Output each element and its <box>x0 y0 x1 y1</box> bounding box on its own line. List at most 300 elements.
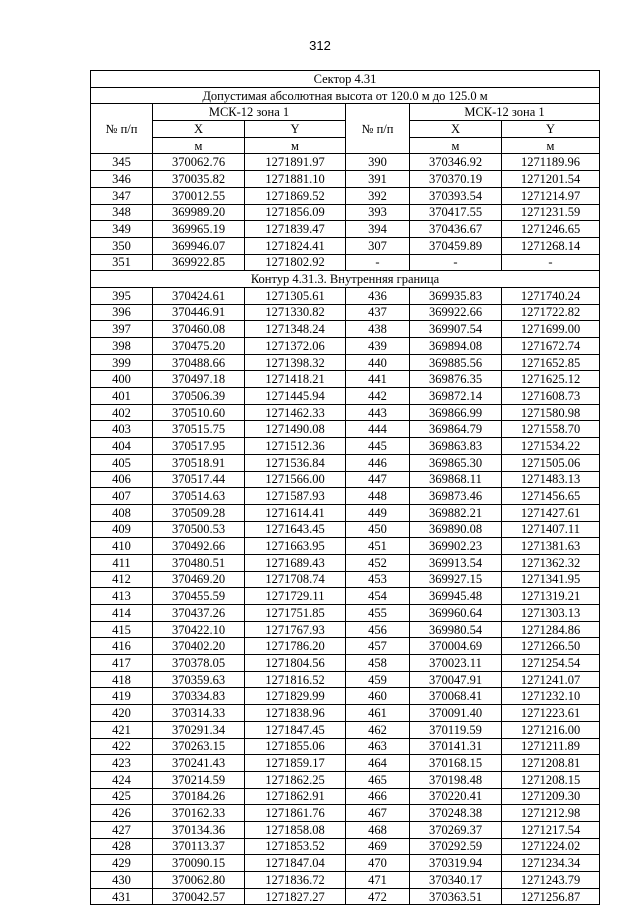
table-cell: 1271505.06 <box>502 454 600 471</box>
table-cell: 1271214.97 <box>502 187 600 204</box>
table-cell: 413 <box>91 588 153 605</box>
table-row <box>91 204 600 221</box>
table-cell: 1271672.74 <box>502 338 600 355</box>
table-cell: 1271689.43 <box>245 554 346 571</box>
table-cell: 395 <box>91 287 153 304</box>
table-cell: 418 <box>91 671 153 688</box>
table-cell: 369980.54 <box>410 621 502 638</box>
table-cell: 370062.80 <box>153 872 245 889</box>
table-cell: 370346.92 <box>410 154 502 171</box>
table-cell: 350 <box>91 237 153 254</box>
table-cell: 369907.54 <box>410 321 502 338</box>
table-cell: 427 <box>91 821 153 838</box>
table-cell: 399 <box>91 354 153 371</box>
table-cell: 370184.26 <box>153 788 245 805</box>
table-cell: 370340.17 <box>410 872 502 889</box>
contour-title: Контур 4.31.3. Внутренняя граница <box>91 271 600 288</box>
table-row <box>91 488 600 505</box>
table-cell: 406 <box>91 471 153 488</box>
table-cell: 1271652.85 <box>502 354 600 371</box>
table-cell: 1271208.15 <box>502 771 600 788</box>
table-cell: 370422.10 <box>153 621 245 638</box>
table-cell: 391 <box>346 171 410 188</box>
table-cell: 370436.67 <box>410 221 502 238</box>
table-cell: 1271608.73 <box>502 388 600 405</box>
table-cell: 1271211.89 <box>502 738 600 755</box>
table-cell: 1271614.41 <box>245 504 346 521</box>
table-cell: 370363.51 <box>410 888 502 905</box>
table-row <box>91 538 600 555</box>
table-cell: 369989.20 <box>153 204 245 221</box>
table-row <box>91 771 600 788</box>
table-row <box>91 821 600 838</box>
table-row <box>91 237 600 254</box>
table-cell: 369902.23 <box>410 538 502 555</box>
table-cell: 461 <box>346 705 410 722</box>
table-cell: 369873.46 <box>410 488 502 505</box>
table-cell: 370370.19 <box>410 171 502 188</box>
table-cell: 369876.35 <box>410 371 502 388</box>
table-cell: 1271838.96 <box>245 705 346 722</box>
table-row <box>91 621 600 638</box>
table-cell: 424 <box>91 771 153 788</box>
x-header-left: X <box>153 121 245 138</box>
table-cell: 369890.08 <box>410 521 502 538</box>
table-cell: 1271824.41 <box>245 237 346 254</box>
table-cell: 403 <box>91 421 153 438</box>
x-unit-right: м <box>410 137 502 154</box>
table-cell: 440 <box>346 354 410 371</box>
table-cell: 370090.15 <box>153 855 245 872</box>
table-cell: 1271212.98 <box>502 805 600 822</box>
table-cell: 1271881.10 <box>245 171 346 188</box>
table-cell: 370241.43 <box>153 755 245 772</box>
table-cell: 369927.15 <box>410 571 502 588</box>
table-cell: 1271580.98 <box>502 404 600 421</box>
table-cell: 370220.41 <box>410 788 502 805</box>
table-cell: 1271381.63 <box>502 538 600 555</box>
table-row <box>91 438 600 455</box>
table-cell: 369882.21 <box>410 504 502 521</box>
table-cell: - <box>502 254 600 271</box>
zone-header-right: МСК-12 зона 1 <box>410 104 600 121</box>
table-cell: 431 <box>91 888 153 905</box>
table-row <box>91 571 600 588</box>
table-cell: 369863.83 <box>410 438 502 455</box>
table-cell: 1271804.56 <box>245 655 346 672</box>
table-cell: 390 <box>346 154 410 171</box>
table-cell: 370214.59 <box>153 771 245 788</box>
table-cell: 370488.66 <box>153 354 245 371</box>
header-row-units <box>91 137 600 154</box>
table-cell: 469 <box>346 838 410 855</box>
table-cell: 1271861.76 <box>245 805 346 822</box>
table-cell: 438 <box>346 321 410 338</box>
table-cell: 420 <box>91 705 153 722</box>
table-cell: 370359.63 <box>153 671 245 688</box>
table-cell: 437 <box>346 304 410 321</box>
row-num-header-right: № п/п <box>346 104 410 154</box>
table-cell: 448 <box>346 488 410 505</box>
table-cell: 1271891.97 <box>245 154 346 171</box>
table-cell: 1271856.09 <box>245 204 346 221</box>
table-cell: 349 <box>91 221 153 238</box>
table-cell: 1271490.08 <box>245 421 346 438</box>
table-cell: 370042.57 <box>153 888 245 905</box>
table-row <box>91 888 600 905</box>
table-cell: 436 <box>346 287 410 304</box>
table-cell: 369965.19 <box>153 221 245 238</box>
table-cell: 405 <box>91 454 153 471</box>
table-cell: 1271284.86 <box>502 621 600 638</box>
table-cell: 1271456.65 <box>502 488 600 505</box>
table-row <box>91 738 600 755</box>
sector-title: Сектор 4.31 <box>91 71 600 88</box>
y-unit-left: м <box>245 137 346 154</box>
table-cell: 463 <box>346 738 410 755</box>
table-cell: 408 <box>91 504 153 521</box>
table-cell: 1271512.36 <box>245 438 346 455</box>
table-cell: 422 <box>91 738 153 755</box>
table-row <box>91 254 600 271</box>
table-cell: 370141.31 <box>410 738 502 755</box>
table-cell: 1271305.61 <box>245 287 346 304</box>
table-row <box>91 588 600 605</box>
table-row <box>91 755 600 772</box>
table-row <box>91 504 600 521</box>
table-cell: 1271839.47 <box>245 221 346 238</box>
table-cell: 1271858.08 <box>245 821 346 838</box>
table-cell: 429 <box>91 855 153 872</box>
table-cell: 369922.66 <box>410 304 502 321</box>
table-cell: 370263.15 <box>153 738 245 755</box>
table-cell: 416 <box>91 638 153 655</box>
table-cell: 370460.08 <box>153 321 245 338</box>
table-cell: 370393.54 <box>410 187 502 204</box>
table-cell: 369872.14 <box>410 388 502 405</box>
table-cell: 449 <box>346 504 410 521</box>
table-cell: - <box>410 254 502 271</box>
table-cell: 450 <box>346 521 410 538</box>
table-cell: 370068.41 <box>410 688 502 705</box>
table-cell: 370506.39 <box>153 388 245 405</box>
table-cell: 466 <box>346 788 410 805</box>
table-cell: 428 <box>91 838 153 855</box>
table-cell: 369946.07 <box>153 237 245 254</box>
table-cell: 414 <box>91 605 153 622</box>
table-cell: 1271268.14 <box>502 237 600 254</box>
y-header-left: Y <box>245 121 346 138</box>
table-cell: 1271407.11 <box>502 521 600 538</box>
table-cell: 370269.37 <box>410 821 502 838</box>
table-cell: 454 <box>346 588 410 605</box>
table-cell: 415 <box>91 621 153 638</box>
table-cell: 370291.34 <box>153 721 245 738</box>
table-cell: 1271256.87 <box>502 888 600 905</box>
table-row <box>91 688 600 705</box>
table-cell: 370446.91 <box>153 304 245 321</box>
table-row <box>91 788 600 805</box>
table-cell: 468 <box>346 821 410 838</box>
table-cell: 370510.60 <box>153 404 245 421</box>
table-cell: 411 <box>91 554 153 571</box>
contour-title-row <box>91 271 600 288</box>
table-cell: 351 <box>91 254 153 271</box>
table-cell: 1271558.70 <box>502 421 600 438</box>
table-cell: 369894.08 <box>410 338 502 355</box>
table-row <box>91 154 600 171</box>
table-cell: 1271643.45 <box>245 521 346 538</box>
table-cell: 447 <box>346 471 410 488</box>
row-num-header-left: № п/п <box>91 104 153 154</box>
table-cell: 398 <box>91 338 153 355</box>
table-cell: 369945.48 <box>410 588 502 605</box>
table-cell: 1271224.02 <box>502 838 600 855</box>
table-cell: 1271862.91 <box>245 788 346 805</box>
table-row <box>91 521 600 538</box>
table-cell: 401 <box>91 388 153 405</box>
table-cell: 1271234.34 <box>502 855 600 872</box>
table-cell: 370455.59 <box>153 588 245 605</box>
table-cell: 370023.11 <box>410 655 502 672</box>
table-cell: 370162.33 <box>153 805 245 822</box>
height-title: Допустимая абсолютная высота от 120.0 м до 125.0 м <box>91 87 600 104</box>
table-cell: 1271217.54 <box>502 821 600 838</box>
header-row-axes <box>91 121 600 138</box>
table-cell: 1271303.13 <box>502 605 600 622</box>
y-unit-right: м <box>502 137 600 154</box>
table-cell: 1271859.17 <box>245 755 346 772</box>
table-cell: 394 <box>346 221 410 238</box>
table-row <box>91 321 600 338</box>
table-row <box>91 388 600 405</box>
table-cell: 369866.99 <box>410 404 502 421</box>
table-cell: 1271767.93 <box>245 621 346 638</box>
table-cell: 369960.64 <box>410 605 502 622</box>
x-unit-left: м <box>153 137 245 154</box>
table-cell: 369868.11 <box>410 471 502 488</box>
table-cell: 1271362.32 <box>502 554 600 571</box>
table-cell: 1271699.00 <box>502 321 600 338</box>
table-cell: 1271319.21 <box>502 588 600 605</box>
table-cell: 402 <box>91 404 153 421</box>
table-row <box>91 605 600 622</box>
table-cell: 1271427.61 <box>502 504 600 521</box>
table-cell: 1271208.81 <box>502 755 600 772</box>
table-cell: 459 <box>346 671 410 688</box>
table-cell: 370292.59 <box>410 838 502 855</box>
table-cell: 1271587.93 <box>245 488 346 505</box>
table-cell: 1271254.54 <box>502 655 600 672</box>
table-cell: 467 <box>346 805 410 822</box>
table-cell: 392 <box>346 187 410 204</box>
table-row <box>91 721 600 738</box>
table-cell: 1271246.65 <box>502 221 600 238</box>
table-row <box>91 171 600 188</box>
table-cell: 444 <box>346 421 410 438</box>
table-cell: 456 <box>346 621 410 638</box>
table-cell: 430 <box>91 872 153 889</box>
table-cell: 370402.20 <box>153 638 245 655</box>
table-cell: 407 <box>91 488 153 505</box>
table-cell: 370518.91 <box>153 454 245 471</box>
table-cell: 417 <box>91 655 153 672</box>
table-cell: 453 <box>346 571 410 588</box>
coordinates-table <box>90 70 600 905</box>
table-cell: 1271216.00 <box>502 721 600 738</box>
table-cell: - <box>346 254 410 271</box>
table-cell: 1271445.94 <box>245 388 346 405</box>
table-cell: 1271869.52 <box>245 187 346 204</box>
table-cell: 1271816.52 <box>245 671 346 688</box>
height-title-row <box>91 87 600 104</box>
table-cell: 455 <box>346 605 410 622</box>
table-cell: 370134.36 <box>153 821 245 838</box>
table-cell: 1271231.59 <box>502 204 600 221</box>
table-cell: 1271847.45 <box>245 721 346 738</box>
table-cell: 1271223.61 <box>502 705 600 722</box>
table-row <box>91 304 600 321</box>
table-cell: 446 <box>346 454 410 471</box>
table-cell: 370517.44 <box>153 471 245 488</box>
table-cell: 1271740.24 <box>502 287 600 304</box>
table-cell: 370417.55 <box>410 204 502 221</box>
table-cell: 472 <box>346 888 410 905</box>
table-cell: 1271855.06 <box>245 738 346 755</box>
table-row <box>91 655 600 672</box>
table-cell: 462 <box>346 721 410 738</box>
table-cell: 1271827.27 <box>245 888 346 905</box>
table-cell: 442 <box>346 388 410 405</box>
table-row <box>91 187 600 204</box>
table-cell: 1271189.96 <box>502 154 600 171</box>
table-cell: 1271209.30 <box>502 788 600 805</box>
table-cell: 348 <box>91 204 153 221</box>
table-cell: 458 <box>346 655 410 672</box>
table-cell: 439 <box>346 338 410 355</box>
x-header-right: X <box>410 121 502 138</box>
table-cell: 1271241.07 <box>502 671 600 688</box>
table-cell: 369935.83 <box>410 287 502 304</box>
table-cell: 369913.54 <box>410 554 502 571</box>
table-row <box>91 638 600 655</box>
table-cell: 1271243.79 <box>502 872 600 889</box>
table-cell: 421 <box>91 721 153 738</box>
table-cell: 1271847.04 <box>245 855 346 872</box>
table-cell: 423 <box>91 755 153 772</box>
table-cell: 370314.33 <box>153 705 245 722</box>
table-cell: 370492.66 <box>153 538 245 555</box>
table-cell: 370062.76 <box>153 154 245 171</box>
table-cell: 370319.94 <box>410 855 502 872</box>
table-cell: 1271625.12 <box>502 371 600 388</box>
table-cell: 465 <box>346 771 410 788</box>
table-cell: 370004.69 <box>410 638 502 655</box>
table-cell: 451 <box>346 538 410 555</box>
table-cell: 1271853.52 <box>245 838 346 855</box>
table-cell: 370047.91 <box>410 671 502 688</box>
table-cell: 370469.20 <box>153 571 245 588</box>
table-cell: 1271330.82 <box>245 304 346 321</box>
table-cell: 1271802.92 <box>245 254 346 271</box>
table-cell: 1271201.54 <box>502 171 600 188</box>
table-cell: 347 <box>91 187 153 204</box>
table-row <box>91 338 600 355</box>
table-cell: 370334.83 <box>153 688 245 705</box>
table-cell: 1271729.11 <box>245 588 346 605</box>
table-cell: 370517.95 <box>153 438 245 455</box>
table-cell: 412 <box>91 571 153 588</box>
table-cell: 370113.37 <box>153 838 245 855</box>
table-row <box>91 354 600 371</box>
table-cell: 1271829.99 <box>245 688 346 705</box>
table-cell: 1271372.06 <box>245 338 346 355</box>
table-row <box>91 671 600 688</box>
table-row <box>91 421 600 438</box>
table-cell: 370248.38 <box>410 805 502 822</box>
y-header-right: Y <box>502 121 600 138</box>
table-cell: 396 <box>91 304 153 321</box>
table-row <box>91 705 600 722</box>
table-cell: 1271341.95 <box>502 571 600 588</box>
table-cell: 370424.61 <box>153 287 245 304</box>
table-cell: 425 <box>91 788 153 805</box>
table-row <box>91 454 600 471</box>
table-row <box>91 805 600 822</box>
table-cell: 1271862.25 <box>245 771 346 788</box>
table-cell: 393 <box>346 204 410 221</box>
table-cell: 370091.40 <box>410 705 502 722</box>
table-row <box>91 471 600 488</box>
table-cell: 1271786.20 <box>245 638 346 655</box>
table-cell: 370480.51 <box>153 554 245 571</box>
table-cell: 1271398.32 <box>245 354 346 371</box>
table-row <box>91 371 600 388</box>
table-cell: 370459.89 <box>410 237 502 254</box>
table-cell: 1271462.33 <box>245 404 346 421</box>
table-cell: 370035.82 <box>153 171 245 188</box>
table-cell: 445 <box>346 438 410 455</box>
table-row <box>91 855 600 872</box>
table-cell: 426 <box>91 805 153 822</box>
table-cell: 452 <box>346 554 410 571</box>
table-cell: 1271751.85 <box>245 605 346 622</box>
table-cell: 370475.20 <box>153 338 245 355</box>
table-row <box>91 838 600 855</box>
table-cell: 370514.63 <box>153 488 245 505</box>
header-row-zone <box>91 104 600 121</box>
table-cell: 443 <box>346 404 410 421</box>
table-cell: 1271536.84 <box>245 454 346 471</box>
table-cell: 409 <box>91 521 153 538</box>
table-cell: 370198.48 <box>410 771 502 788</box>
table-cell: 410 <box>91 538 153 555</box>
table-cell: 404 <box>91 438 153 455</box>
table-cell: 460 <box>346 688 410 705</box>
table-cell: 370168.15 <box>410 755 502 772</box>
table-cell: 470 <box>346 855 410 872</box>
table-cell: 370119.59 <box>410 721 502 738</box>
table-cell: 370500.53 <box>153 521 245 538</box>
table-cell: 369865.30 <box>410 454 502 471</box>
table-cell: 1271348.24 <box>245 321 346 338</box>
table-cell: 370497.18 <box>153 371 245 388</box>
table-row <box>91 404 600 421</box>
table-cell: 370515.75 <box>153 421 245 438</box>
table-cell: 370378.05 <box>153 655 245 672</box>
table-cell: 369864.79 <box>410 421 502 438</box>
table-cell: 471 <box>346 872 410 889</box>
